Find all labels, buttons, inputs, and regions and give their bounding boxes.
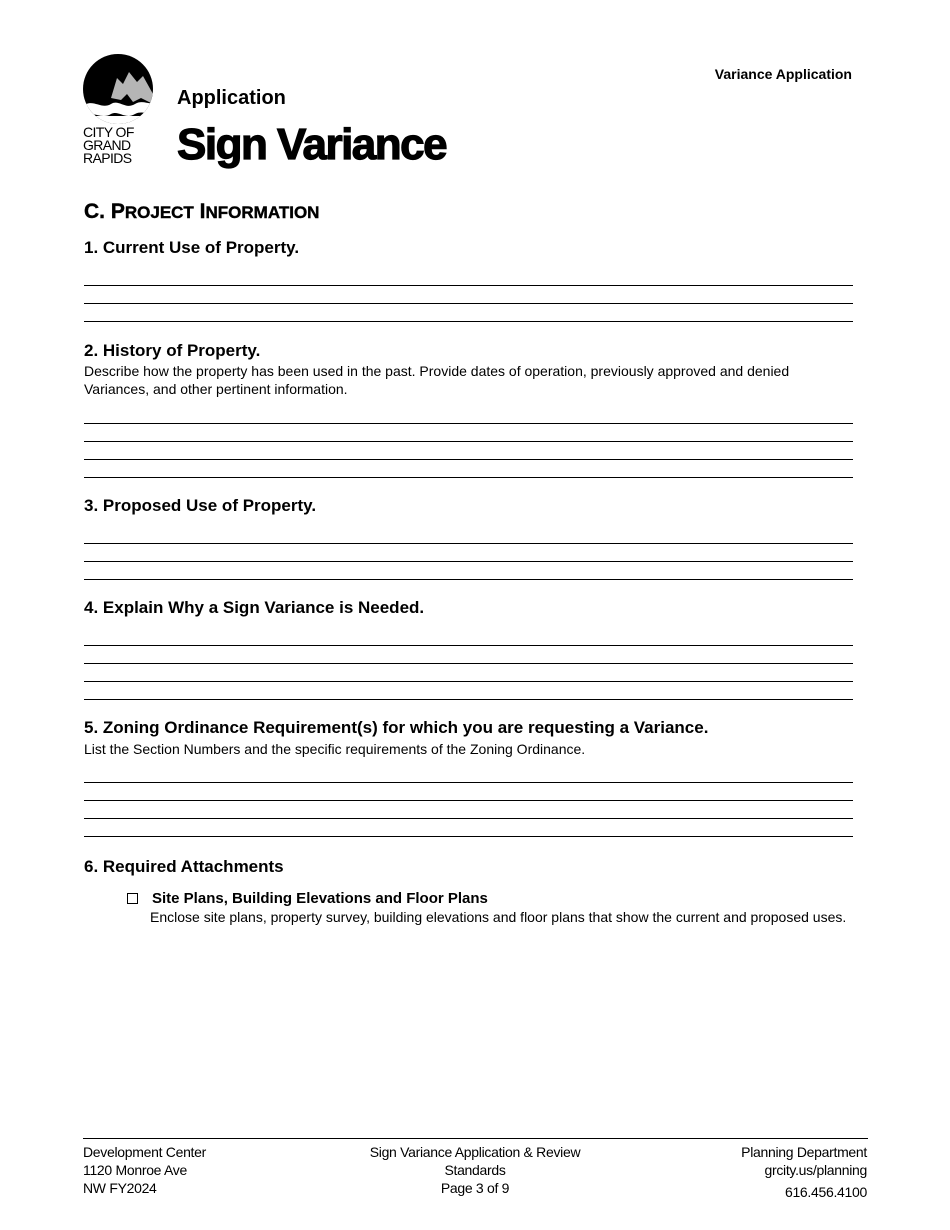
running-header: Variance Application [714, 66, 852, 82]
question-title: 1. Current Use of Property. [84, 238, 300, 257]
question-title: 3. Proposed Use of Property. [84, 496, 317, 515]
footer-line: Planning Department [741, 1144, 867, 1160]
answer-line[interactable] [84, 645, 853, 646]
section-word: ROJECT [124, 203, 194, 222]
answer-line[interactable] [84, 303, 853, 304]
document-kicker: Application [177, 87, 286, 109]
answer-line[interactable] [84, 663, 853, 664]
answer-line[interactable] [84, 782, 853, 783]
answer-line[interactable] [84, 459, 853, 460]
document-title: Sign Variance [177, 120, 447, 169]
section-heading [84, 200, 319, 224]
answer-line[interactable] [84, 579, 853, 580]
footer-divider [83, 1138, 868, 1139]
footer-left [83, 1143, 206, 1197]
footer-link[interactable]: grcity.us/planning [764, 1162, 867, 1178]
answer-line[interactable] [84, 681, 853, 682]
attachment-title: Site Plans, Building Elevations and Floor Plans [152, 890, 488, 907]
answer-line[interactable] [84, 699, 853, 700]
answer-line[interactable] [84, 543, 853, 544]
city-logo [83, 54, 157, 165]
footer-line: 1120 Monroe Ave [83, 1162, 187, 1178]
answer-line[interactable] [84, 285, 853, 286]
footer-right [741, 1143, 867, 1201]
answer-line[interactable] [84, 800, 853, 801]
question-title: 2. History of Property. [84, 341, 261, 360]
logo-line: CITY OF [83, 124, 134, 140]
answer-line[interactable] [84, 441, 853, 442]
attachment-checkbox[interactable] [127, 893, 138, 904]
logo-line: GRAND [83, 137, 131, 153]
section-initial: P [110, 200, 125, 223]
attachment-description: Enclose site plans, property survey, building elevations and floor plans that show the current and proposed uses. [150, 909, 847, 925]
section-letter: C. [84, 200, 105, 223]
question-description: List the Section Numbers and the specific requirements of the Zoning Ordinance. [84, 741, 586, 757]
question-title: 5. Zoning Ordinance Requirement(s) for which you are requesting a Variance. [84, 718, 709, 737]
answer-line[interactable] [84, 477, 853, 478]
answer-line[interactable] [84, 818, 853, 819]
answer-line[interactable] [84, 561, 853, 562]
answer-line[interactable] [84, 836, 853, 837]
city-seal-icon [83, 54, 157, 124]
section-word: NFORMATION [205, 203, 320, 222]
footer-center [340, 1143, 610, 1197]
question-title: 6. Required Attachments [84, 857, 284, 876]
section-initial: I [199, 200, 206, 223]
logo-line: RAPIDS [83, 150, 132, 166]
question-title: 4. Explain Why a Sign Variance is Needed. [84, 598, 425, 617]
footer-line: Development Center [83, 1144, 206, 1160]
answer-line[interactable] [84, 321, 853, 322]
footer-line: Standards [444, 1162, 506, 1178]
page-number: Page 3 of 9 [440, 1180, 510, 1196]
footer-phone: 616.456.4100 [784, 1184, 867, 1200]
footer-line: NW FY2024 [83, 1180, 157, 1196]
question-description: Describe how the property has been used in the past. Provide dates of operation, previously approved and denied Variances, and other pertinent information. [84, 363, 790, 397]
footer-line: Sign Variance Application & Review [369, 1144, 581, 1160]
answer-line[interactable] [84, 423, 853, 424]
